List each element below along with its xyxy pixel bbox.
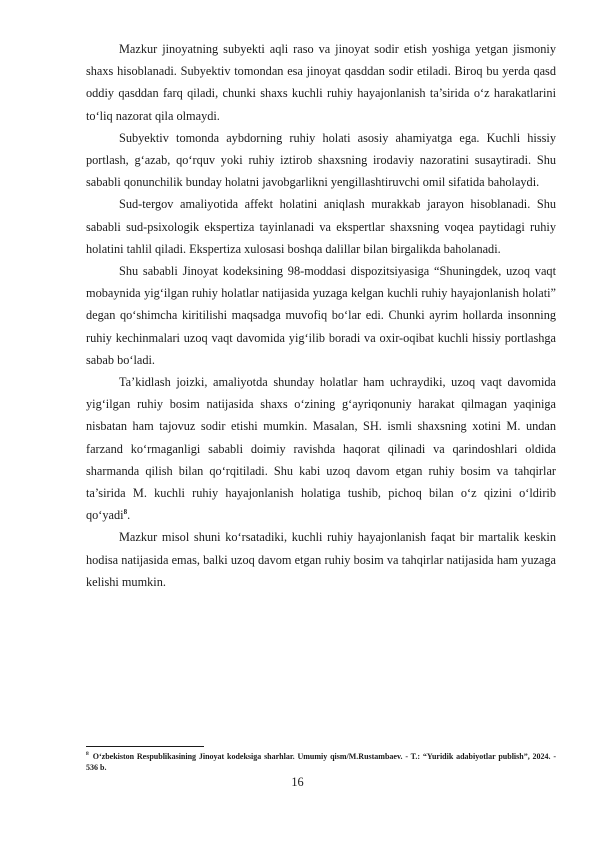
footnote-text: O‘zbekiston Respublikasining Jinoyat kodeksiga sharhlar. Umumiy qism/M.Rustambaev. - T.: “Yuridik adabiyotlar publish”, 2024. - 536 b. <box>86 752 556 772</box>
paragraph-example <box>86 371 556 526</box>
paragraph-text: Subyektiv tomonda aybdorning ruhiy holati asosiy ahamiyatga ega. Kuchli hissiy portlash, g‘azab, qo‘rquv yoki ruhiy iztirob shaxsning irodaviy nazoratini susaytiradi. Shu sababli qonunchilik bunday holatni javobgarlikni yengillashtiruvchi omil sifatida baholaydi. <box>86 130 556 190</box>
page-number: 16 <box>291 775 304 789</box>
paragraph-text: Sud-tergov amaliyotida affekt holatini aniqlash murakkab jarayon hisoblanadi. Shu sababli sud-psixologik ekspertiza tayinlanadi va ekspertlar shaxsning voqea paytidagi ruhiy holatini tahlil qiladi. Ekspertiza xulosasi boshqa dalillar bilan birgalikda baholanadi. <box>86 197 556 256</box>
footnote-reference[interactable]: 8 <box>123 508 128 517</box>
footnote-marker: 8 <box>86 751 89 758</box>
paragraph-text: Mazkur jinoyatning subyekti aqli raso va jinoyat sodir etish yoshiga yetgan jismoniy shaxs hisoblanadi. Subyektiv tomondan esa jinoyat qasddan sodir etiladi. Biroq bu yerda qasd oddiy qasddan farq qiladi, chunki shaxs kuchli ruhiy hayajonlanish ta’sirida o‘z harakatlarini to‘liq nazorat qila olmaydi. <box>86 42 556 123</box>
paragraph-text: Shu sababli Jinoyat kodeksining 98-moddasi dispozitsiyasiga “Shuningdek, uzoq vaqt mobaynida yig‘ilgan ruhiy holatlar natijasida yuzaga kelgan kuchli ruhiy hayajonlanish holati” degan qo‘shimcha kiritilishi maqsadga muvofiq bo‘lar edi. Chunki ayrim hollarda insonning ruhiy kechinmalari uzoq vaqt davomida yig‘ilib boradi va oxir-oqibat kuchli hissiy portlashga sabab bo‘ladi. <box>86 264 556 367</box>
paragraph-conclusion <box>86 526 556 593</box>
footnote <box>86 751 556 773</box>
paragraph-text: Ta’kidlash joizki, amaliyotda shunday holatlar ham uchraydiki, uzoq vaqt davomida yig‘ilgan ruhiy bosim natijasida shaxs o‘zining g‘ayriqonuniy harakat qilmagan yaqiniga nisbatan ham tajovuz sodir etishi mumkin. Masalan, SH. ismli shaxsning xotini M. undan farzand ko‘rmaganligi sababli doimiy ravishda haqorat qilinadi va qarindoshlari oldida sharmanda qilish bilan qo‘rqitiladi. Shu kabi uzoq davom etgan ruhiy bosim va tahqirlar ta’sirida M. kuchli ruhiy hayajonlanish holatiga tushib, pichoq bilan o‘z qizini o‘ldirib qo‘yadi <box>86 375 556 523</box>
footnote-divider <box>86 746 204 747</box>
paragraph-expertise <box>86 193 556 260</box>
paragraph-article-98 <box>86 260 556 371</box>
paragraph-subjective-side <box>86 127 556 194</box>
paragraph-text: Mazkur misol shuni ko‘rsatadiki, kuchli ruhiy hayajonlanish faqat bir martalik keskin hodisa natijasida emas, balki uzoq davom etgan ruhiy bosim va tahqirlar natijasida ham yuzaga kelishi mumkin. <box>86 530 556 589</box>
paragraph-text-end: . <box>127 508 131 523</box>
paragraph-subject <box>86 38 556 127</box>
body-text <box>86 38 556 593</box>
